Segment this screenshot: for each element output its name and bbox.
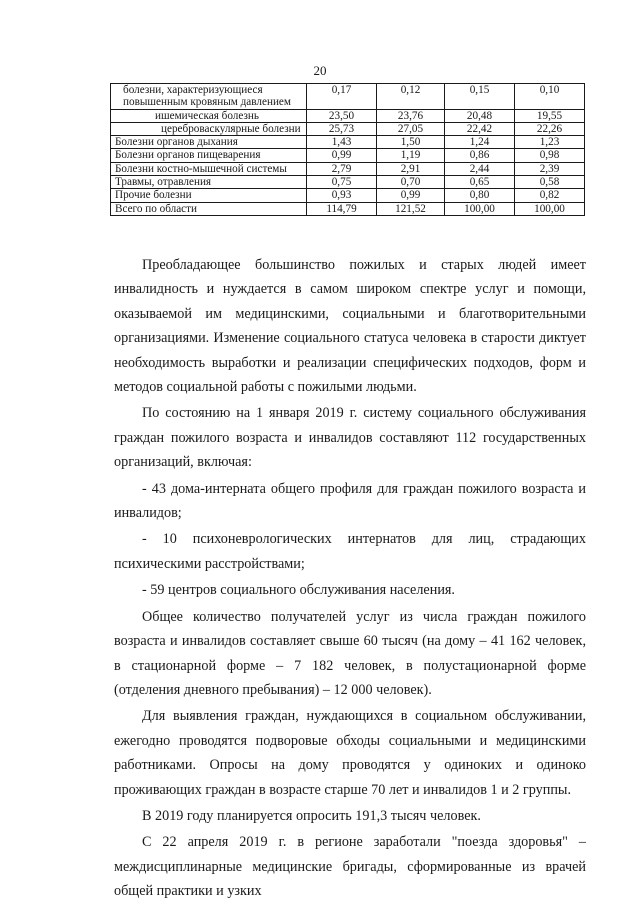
list-item: - 59 центров социального обслуживания населения. — [142, 582, 455, 599]
cell-value: 0,70 — [377, 176, 445, 189]
table-row — [111, 84, 585, 110]
cell-value: 100,00 — [515, 202, 585, 215]
cell-value: 0,82 — [515, 189, 585, 202]
row-label: Болезни органов дыхания — [111, 136, 307, 149]
morbidity-table — [110, 83, 585, 216]
cell-value: 0,17 — [307, 84, 377, 110]
cell-value: 0,10 — [515, 84, 585, 110]
row-label: Прочие болезни — [111, 189, 307, 202]
cell-value: 0,80 — [445, 189, 515, 202]
cell-value: 0,15 — [445, 84, 515, 110]
cell-value: 25,73 — [307, 122, 377, 135]
cell-value: 0,99 — [307, 149, 377, 162]
table-row — [111, 189, 585, 202]
list-item: - 43 дома-интерната общего профиля для граждан пожилого возраста и инвалидов; — [114, 480, 586, 522]
cell-value: 0,75 — [307, 176, 377, 189]
cell-value: 19,55 — [515, 109, 585, 122]
paragraph: По состоянию на 1 января 2019 г. систему социального обслуживания граждан пожилого возраста и инвалидов составляют 112 государственных организаций, включая: — [114, 405, 586, 471]
cell-value: 1,19 — [377, 149, 445, 162]
cell-value: 23,50 — [307, 109, 377, 122]
paragraph: Общее количество получателей услуг из числа граждан пожилого возраста и инвалидов составляет свыше 60 тысяч (на дому – 41 162 человек, в стационарной форме – 7 182 человек, в полустационарной форме (отделения дневного пребывания) – 12 000 человек). — [114, 608, 586, 698]
paragraph: В 2019 году планируется опросить 191,3 тысяч человек. — [142, 807, 481, 824]
cell-value: 2,79 — [307, 162, 377, 175]
cell-value: 100,00 — [445, 202, 515, 215]
cell-value: 27,05 — [377, 122, 445, 135]
cell-value: 0,12 — [377, 84, 445, 110]
cell-value: 1,50 — [377, 136, 445, 149]
cell-value: 0,98 — [515, 149, 585, 162]
cell-value: 114,79 — [307, 202, 377, 215]
cell-value: 0,65 — [445, 176, 515, 189]
paragraph: С 22 апреля 2019 г. в регионе заработали "поезда здоровья" – междисциплинарные медицинские бригады, сформированные из врачей общей практики и узких — [114, 834, 586, 900]
table-row — [111, 149, 585, 162]
row-label: ишемическая болезнь — [111, 109, 307, 122]
list-item: - 10 психоневрологических интернатов для лиц, страдающих психическими расстройствами; — [114, 531, 586, 572]
row-label: Травмы, отравления — [111, 176, 307, 189]
row-label: Болезни органов пищеварения — [111, 149, 307, 162]
cell-value: 2,39 — [515, 162, 585, 175]
cell-value: 2,44 — [445, 162, 515, 175]
row-label: болезни, характеризующиеся повышенным кровяным давлением — [111, 84, 307, 110]
table-row — [111, 109, 585, 122]
cell-value: 121,52 — [377, 202, 445, 215]
cell-value: 2,91 — [377, 162, 445, 175]
cell-value: 0,93 — [307, 189, 377, 202]
cell-value: 0,86 — [445, 149, 515, 162]
cell-value: 1,23 — [515, 136, 585, 149]
paragraph: Для выявления граждан, нуждающихся в социальном обслуживании, ежегодно проводятся подворовые обходы социальными и медицинскими работниками. Опросы на дому проводятся у одиноких и одиноко проживающих граждан в возрасте старше 70 лет и инвалидов 1 и 2 группы. — [114, 708, 586, 798]
row-label: Болезни костно-мышечной системы — [111, 162, 307, 175]
cell-value: 22,42 — [445, 122, 515, 135]
table-row — [111, 122, 585, 135]
cell-value: 0,99 — [377, 189, 445, 202]
table-row — [111, 162, 585, 175]
row-label: Всего по области — [111, 202, 307, 215]
cell-value: 20,48 — [445, 109, 515, 122]
page-number: 20 — [313, 63, 327, 78]
cell-value: 1,24 — [445, 136, 515, 149]
table-row — [111, 176, 585, 189]
cell-value: 0,58 — [515, 176, 585, 189]
cell-value: 1,43 — [307, 136, 377, 149]
paragraph: Преобладающее большинство пожилых и старых людей имеет инвалидность и нуждается в самом широком спектре услуг и помощи, оказываемой им медицинскими, социальными и благотворительными организациями. Изменение социального статуса человека в старости диктует необходимость выработки и реализации специфических подходов, форм и методов социальной работы с пожилыми людьми. — [114, 257, 586, 396]
cell-value: 22,26 — [515, 122, 585, 135]
row-label: цереброваскулярные болезни — [111, 122, 307, 135]
table-row — [111, 136, 585, 149]
cell-value: 23,76 — [377, 109, 445, 122]
body-text — [114, 253, 586, 904]
table-row-total — [111, 202, 585, 215]
